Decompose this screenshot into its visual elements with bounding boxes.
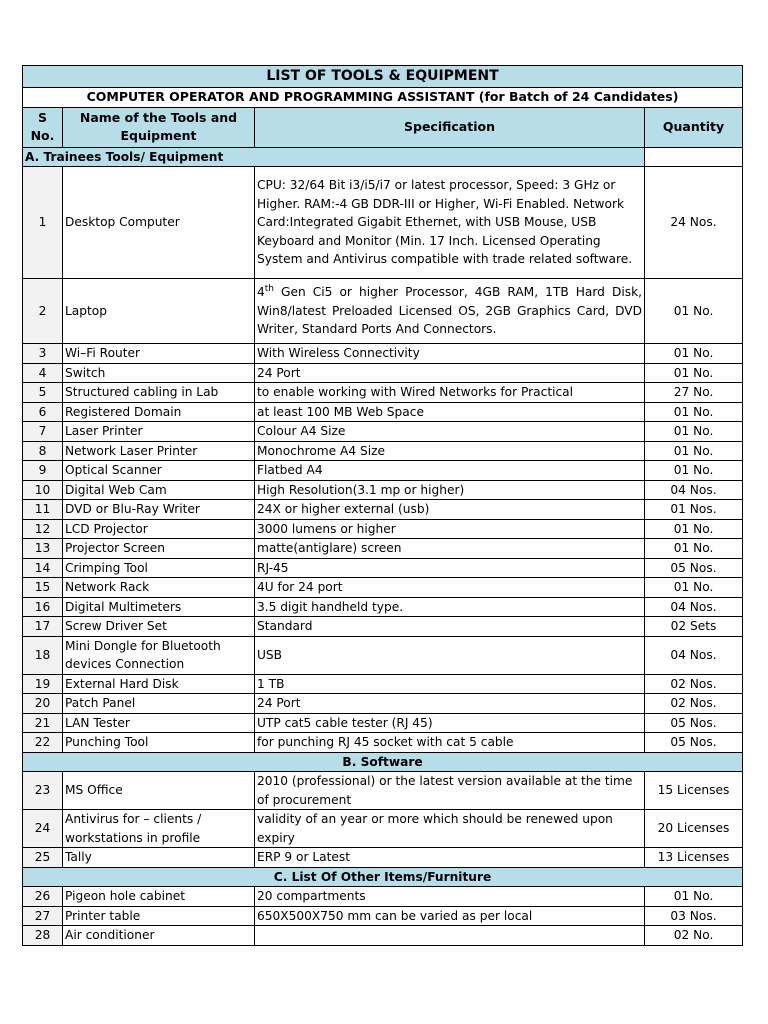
row-qty: 02 No. [645, 926, 743, 946]
row-qty: 04 Nos. [645, 636, 743, 674]
row-qty: 04 Nos. [645, 480, 743, 500]
row-sno: 21 [23, 713, 63, 733]
row-sno: 1 [23, 167, 63, 279]
row-spec: High Resolution(3.1 mp or higher) [255, 480, 645, 500]
row-sno: 18 [23, 636, 63, 674]
row-spec: 3.5 digit handheld type. [255, 597, 645, 617]
header-name-line1: Name of the Tools and [79, 109, 238, 125]
row-spec: 24 Port [255, 363, 645, 383]
row-spec: 2010 (professional) or the latest version available at the time of procurement [255, 772, 645, 810]
row-spec: validity of an year or more which should be renewed upon expiry [255, 810, 645, 848]
table-subtitle: COMPUTER OPERATOR AND PROGRAMMING ASSISTANT (for Batch of 24 Candidates) [23, 88, 743, 108]
row-qty: 01 No. [645, 441, 743, 461]
row-name: External Hard Disk [63, 674, 255, 694]
row-spec: 24 Port [255, 694, 645, 714]
laptop-gen-sup: th [264, 284, 274, 295]
row-sno: 19 [23, 674, 63, 694]
row-qty: 01 No. [645, 578, 743, 598]
row-spec: 24X or higher external (usb) [255, 500, 645, 520]
header-name-line2: Equipment [120, 128, 197, 143]
row-spec: 4U for 24 port [255, 578, 645, 598]
row-sno: 22 [23, 733, 63, 753]
row-name: Laser Printer [63, 422, 255, 442]
row-qty: 01 No. [645, 519, 743, 539]
row-name: Patch Panel [63, 694, 255, 714]
row-name: Air conditioner [63, 926, 255, 946]
row-qty: 02 Nos. [645, 694, 743, 714]
row-name: Registered Domain [63, 402, 255, 422]
laptop-spec-rest: Gen Ci5 or higher Processor, 4GB RAM, 1TB Hard Disk, Win8/latest Preloaded Licensed OS, 2GB Graphics Card, DVD Writer, Standard Ports And Connectors. [257, 285, 642, 337]
row-sno: 27 [23, 906, 63, 926]
row-qty: 01 No. [645, 279, 743, 344]
row-name: Laptop [63, 279, 255, 344]
row-name: Desktop Computer [63, 167, 255, 279]
row-sno: 17 [23, 617, 63, 637]
section-a-heading: A. Trainees Tools/ Equipment [23, 147, 645, 167]
header-spec: Specification [255, 107, 645, 147]
row-spec: CPU: 32/64 Bit i3/i5/i7 or latest processor, Speed: 3 GHz or Higher. RAM:-4 GB DDR-III or Higher, Wi-Fi Enabled. Network Card:Integrated Gigabit Ethernet, with USB Mouse, USB Keyboard and Monitor (Min. 17 Inch. Licensed Operating System and Antivirus compatible with trade related software. [255, 167, 645, 279]
row-qty: 02 Sets [645, 617, 743, 637]
row-spec: at least 100 MB Web Space [255, 402, 645, 422]
row-qty: 02 Nos. [645, 674, 743, 694]
table-title: LIST OF TOOLS & EQUIPMENT [23, 66, 743, 88]
row-qty: 05 Nos. [645, 733, 743, 753]
row-spec: With Wireless Connectivity [255, 344, 645, 364]
row-spec: Monochrome A4 Size [255, 441, 645, 461]
row-name: Pigeon hole cabinet [63, 887, 255, 907]
row-name: Network Laser Printer [63, 441, 255, 461]
row-spec: ERP 9 or Latest [255, 848, 645, 868]
row-sno: 5 [23, 383, 63, 403]
row-spec: 650X500X750 mm can be varied as per local [255, 906, 645, 926]
row-spec: UTP cat5 cable tester (RJ 45) [255, 713, 645, 733]
row-name: Mini Dongle for Bluetooth devices Connection [63, 636, 255, 674]
row-sno: 13 [23, 539, 63, 559]
row-sno: 24 [23, 810, 63, 848]
row-sno: 4 [23, 363, 63, 383]
section-a-qty-blank [645, 147, 743, 167]
row-sno: 3 [23, 344, 63, 364]
row-qty: 05 Nos. [645, 713, 743, 733]
row-qty: 04 Nos. [645, 597, 743, 617]
row-qty: 01 No. [645, 539, 743, 559]
row-qty: 01 Nos. [645, 500, 743, 520]
row-spec: Standard [255, 617, 645, 637]
row-sno: 10 [23, 480, 63, 500]
laptop-gen-num: 4 [257, 285, 265, 300]
row-spec: Flatbed A4 [255, 461, 645, 481]
row-sno: 23 [23, 772, 63, 810]
row-sno: 28 [23, 926, 63, 946]
row-spec: for punching RJ 45 socket with cat 5 cable [255, 733, 645, 753]
row-spec [255, 926, 645, 946]
row-sno: 14 [23, 558, 63, 578]
row-qty: 20 Licenses [645, 810, 743, 848]
row-name: Structured cabling in Lab [63, 383, 255, 403]
row-sno: 12 [23, 519, 63, 539]
row-qty: 01 No. [645, 363, 743, 383]
row-sno: 7 [23, 422, 63, 442]
equipment-table [22, 65, 743, 946]
row-sno: 11 [23, 500, 63, 520]
row-sno: 2 [23, 279, 63, 344]
row-qty: 01 No. [645, 461, 743, 481]
section-b-heading: B. Software [23, 752, 743, 772]
row-name: LCD Projector [63, 519, 255, 539]
row-name: Switch [63, 363, 255, 383]
row-name: Network Rack [63, 578, 255, 598]
row-spec: 20 compartments [255, 887, 645, 907]
row-qty: 05 Nos. [645, 558, 743, 578]
row-spec: 1 TB [255, 674, 645, 694]
row-qty: 01 No. [645, 422, 743, 442]
row-sno: 26 [23, 887, 63, 907]
row-qty: 01 No. [645, 402, 743, 422]
row-spec: Colour A4 Size [255, 422, 645, 442]
row-qty: 03 Nos. [645, 906, 743, 926]
row-sno: 20 [23, 694, 63, 714]
row-sno: 25 [23, 848, 63, 868]
row-name: DVD or Blu-Ray Writer [63, 500, 255, 520]
row-spec-laptop [255, 279, 645, 344]
row-sno: 6 [23, 402, 63, 422]
row-name: Antivirus for – clients / workstations in profile [63, 810, 255, 848]
row-qty: 15 Licenses [645, 772, 743, 810]
row-qty: 24 Nos. [645, 167, 743, 279]
row-qty: 01 No. [645, 344, 743, 364]
row-name: LAN Tester [63, 713, 255, 733]
row-name: Digital Multimeters [63, 597, 255, 617]
row-name: Optical Scanner [63, 461, 255, 481]
row-qty: 01 No. [645, 887, 743, 907]
row-name: Tally [63, 848, 255, 868]
row-spec: USB [255, 636, 645, 674]
row-spec: 3000 lumens or higher [255, 519, 645, 539]
row-name: Printer table [63, 906, 255, 926]
row-name: Projector Screen [63, 539, 255, 559]
row-spec: matte(antiglare) screen [255, 539, 645, 559]
row-name: MS Office [63, 772, 255, 810]
row-name: Digital Web Cam [63, 480, 255, 500]
row-sno: 16 [23, 597, 63, 617]
row-spec: RJ-45 [255, 558, 645, 578]
header-name [63, 107, 255, 147]
row-name: Screw Driver Set [63, 617, 255, 637]
row-sno: 15 [23, 578, 63, 598]
row-name: Wi–Fi Router [63, 344, 255, 364]
header-qty: Quantity [645, 107, 743, 147]
header-sno: S No. [23, 107, 63, 147]
row-name: Punching Tool [63, 733, 255, 753]
row-qty: 13 Licenses [645, 848, 743, 868]
section-c-heading: C. List Of Other Items/Furniture [23, 867, 743, 887]
row-sno: 9 [23, 461, 63, 481]
row-name: Crimping Tool [63, 558, 255, 578]
row-spec: to enable working with Wired Networks for Practical [255, 383, 645, 403]
row-qty: 27 No. [645, 383, 743, 403]
row-sno: 8 [23, 441, 63, 461]
